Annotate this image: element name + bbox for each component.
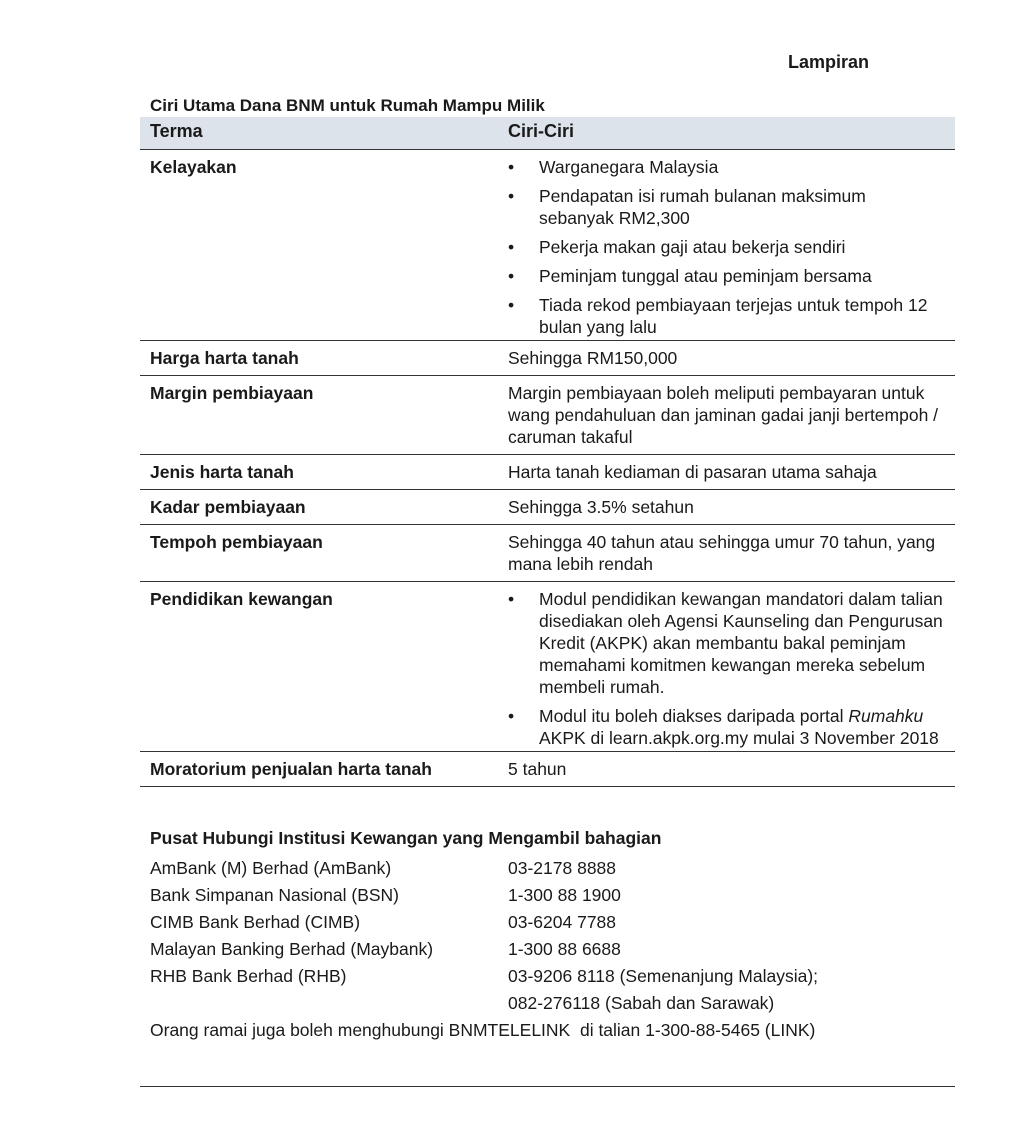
bullet-icon: • [508, 186, 515, 206]
row-term: Tempoh pembiayaan [140, 525, 498, 582]
table-row [140, 752, 955, 787]
bullet-icon: • [508, 589, 515, 609]
row-value [498, 525, 955, 582]
list-item [508, 236, 945, 258]
row-value-text: Sehingga RM150,000 [508, 348, 678, 368]
table-row [140, 490, 955, 525]
contact-name: Bank Simpanan Nasional (BSN) [150, 885, 400, 905]
table-header-row [140, 117, 955, 150]
bullet-list [508, 156, 945, 338]
contact-row [150, 855, 818, 882]
portal-name: Rumahku [848, 706, 924, 726]
bullet-icon: • [508, 266, 515, 286]
row-value-text: Harta tanah kediaman di pasaran utama sahaja [508, 462, 877, 482]
row-value [498, 582, 955, 752]
contact-row [150, 963, 818, 1017]
list-item [508, 265, 945, 287]
contact-phone: 03-2178 8888 [508, 858, 617, 878]
list-item-text: Tiada rekod pembiayaan terjejas untuk tempoh 12 bulan yang lalu [539, 295, 928, 337]
bullet-icon: • [508, 237, 515, 257]
contact-name: CIMB Bank Berhad (CIMB) [150, 912, 361, 932]
contact-row [150, 882, 818, 909]
list-item-text: Modul pendidikan kewangan mandatori dalam talian disediakan oleh Agensi Kaunseling dan Pengurusan Kredit (AKPK) akan membantu bakal peminjam memahami komitmen kewangan mereka sebelum membeli rumah. [539, 589, 943, 697]
column-header-features: Ciri-Ciri [498, 117, 955, 150]
bullet-icon: • [508, 295, 515, 315]
row-term: Margin pembiayaan [140, 376, 498, 455]
bullet-icon: • [508, 706, 515, 726]
contact-phone: 1-300 88 6688 [508, 939, 621, 959]
row-term: Kadar pembiayaan [140, 490, 498, 525]
list-item-text: Warganegara Malaysia [539, 157, 719, 177]
table-row [140, 455, 955, 490]
list-item [508, 294, 945, 338]
row-value [498, 455, 955, 490]
table-title: Ciri Utama Dana BNM untuk Rumah Mampu Milik [150, 96, 545, 115]
row-value [498, 376, 955, 455]
row-term: Pendidikan kewangan [140, 582, 498, 752]
row-value [498, 150, 955, 341]
row-value-text: Sehingga 3.5% setahun [508, 497, 694, 517]
contact-row [150, 936, 818, 963]
contact-name: AmBank (M) Berhad (AmBank) [150, 858, 392, 878]
footer-divider [140, 1086, 955, 1087]
list-item [508, 705, 945, 749]
list-item-text: AKPK di learn.akpk.org.my mulai 3 November 2018 [539, 728, 939, 748]
table-row [140, 582, 955, 752]
contact-phone: 03-6204 7788 [508, 912, 617, 932]
row-term: Harga harta tanah [140, 341, 498, 376]
contact-phone: 1-300 88 1900 [508, 885, 621, 905]
contact-name: RHB Bank Berhad (RHB) [150, 966, 347, 986]
row-value-text: 5 tahun [508, 759, 567, 779]
contact-phone: 03-9206 8118 (Semenanjung Malaysia); 082-276118 (Sabah dan Sarawak) [508, 966, 819, 1013]
row-term: Jenis harta tanah [140, 455, 498, 490]
table-row [140, 525, 955, 582]
list-item [508, 588, 945, 698]
bullet-list [508, 588, 945, 749]
list-item [508, 156, 945, 178]
row-value [498, 752, 955, 787]
row-value-text: Margin pembiayaan boleh meliputi pembayaran untuk wang pendahuluan dan jaminan gadai janji bertempoh / caruman takaful [508, 383, 939, 447]
column-header-term: Terma [140, 117, 498, 150]
list-item [508, 185, 945, 229]
contact-row [150, 909, 818, 936]
table-row [140, 376, 955, 455]
list-item-text: Pekerja makan gaji atau bekerja sendiri [539, 237, 846, 257]
features-table [140, 117, 955, 787]
row-value-text: Sehingga 40 tahun atau sehingga umur 70 tahun, yang mana lebih rendah [508, 532, 936, 574]
contacts-title: Pusat Hubungi Institusi Kewangan yang Mengambil bahagian [150, 828, 662, 848]
row-value [498, 341, 955, 376]
bullet-icon: • [508, 157, 515, 177]
list-item-text: Pendapatan isi rumah bulanan maksimum sebanyak RM2,300 [539, 186, 866, 228]
table-row [140, 341, 955, 376]
row-term: Kelayakan [140, 150, 498, 341]
telelink-note: Orang ramai juga boleh menghubungi BNMTELELINK di talian 1-300-88-5465 (LINK) [150, 1020, 816, 1040]
list-item-text: Modul itu boleh diakses daripada portal [539, 706, 849, 726]
row-term: Moratorium penjualan harta tanah [140, 752, 498, 787]
row-value [498, 490, 955, 525]
list-item-text: Peminjam tunggal atau peminjam bersama [539, 266, 872, 286]
page-label: Lampiran [788, 52, 870, 72]
table-row [140, 150, 955, 341]
contacts-section [150, 828, 818, 1017]
contact-name: Malayan Banking Berhad (Maybank) [150, 939, 434, 959]
